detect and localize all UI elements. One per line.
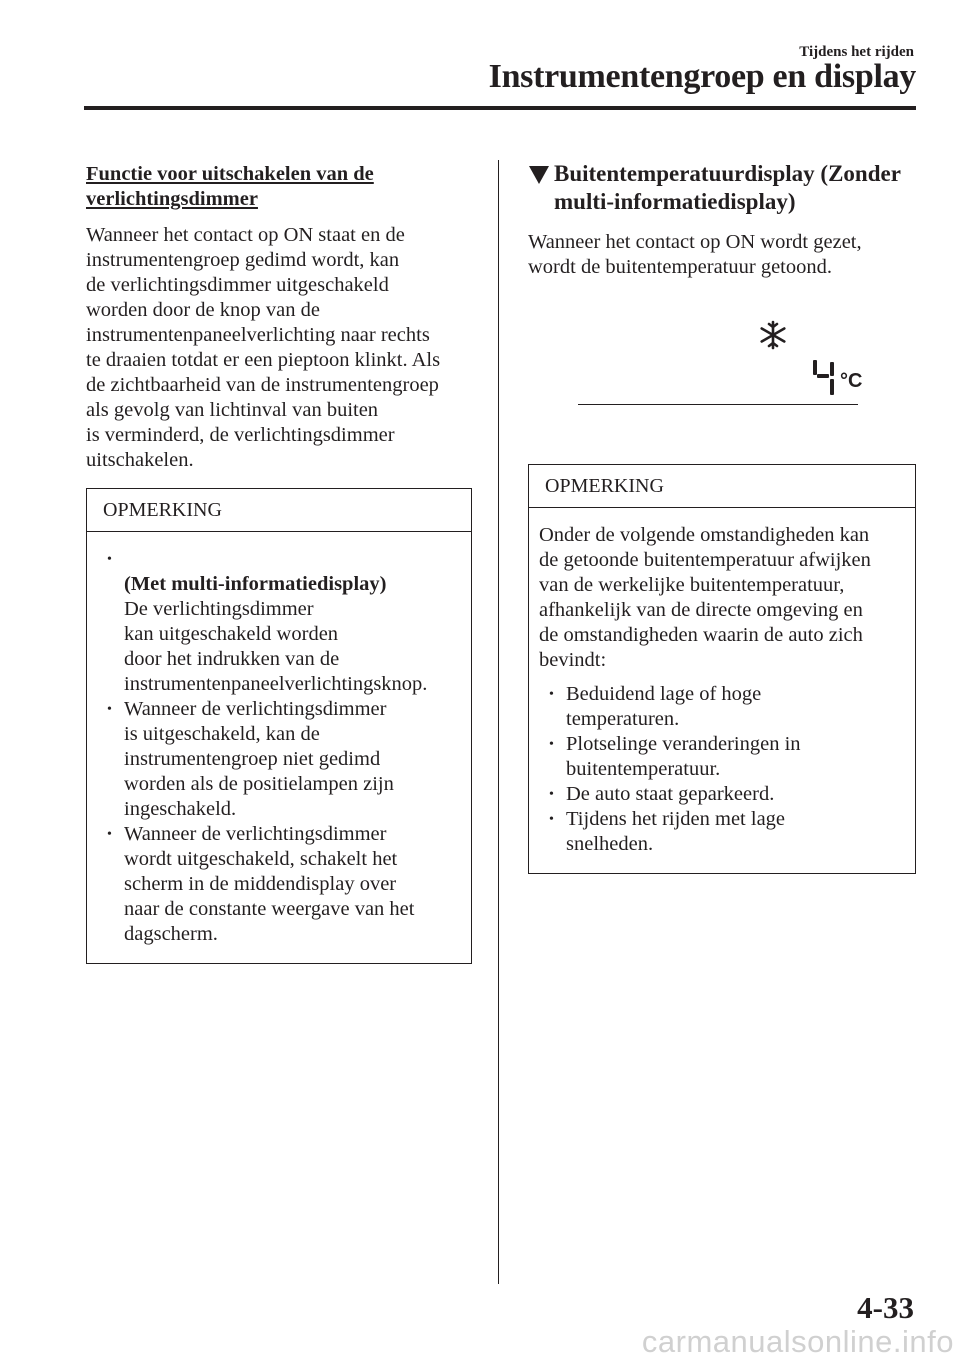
display-underline [578,404,858,405]
column-divider [498,160,499,1284]
note-bullet-list [103,547,461,947]
note-body [87,532,471,963]
note-body [529,508,915,873]
note-heading: OPMERKING [529,465,915,508]
watermark-link[interactable]: carmanualsonline.info [641,1324,954,1359]
section-heading [528,160,916,216]
triangle-marker-icon [528,165,550,185]
note-bullet-item: • Beduidend lage of hoge temperaturen. [545,682,905,732]
right-column [528,160,916,874]
note-bullet-item: • Wanneer de verlichtingsdimmer is uitgeschakeld, kan de instrumentengroep niet gedimd worden als de positielampen zijn ingeschakeld. [103,697,461,822]
note-bullet-item: • Plotselinge veranderingen in buitentemperatuur. [545,732,905,782]
note-bullet-bold-label: (Met multi-informatiedisplay) [124,573,387,595]
note-bullet-item: • Wanneer de verlichtingsdimmer wordt uitgeschakeld, schakelt het scherm in de middendisplay over naar de constante weergave van het dagscherm. [103,822,461,947]
left-column [86,162,472,964]
note-bullet-item: • De auto staat geparkeerd. [545,782,905,807]
celsius-unit-label: °C [840,370,863,392]
dimmer-cancel-subheading: Functie voor uitschakelen van de verlichtingsdimmer [86,163,374,210]
note-box-temperature [528,464,916,874]
header-rule [84,106,916,110]
note-intro-text: Onder de volgende omstandigheden kan de getoonde buitentemperatuur afwijken van de werkelijke buitentemperatuur, afhankelijk van de directe omgeving en de omstandigheden waarin de auto zich bevindt: [539,524,871,671]
outside-temp-paragraph: Wanneer het contact op ON wordt gezet, wordt de buitentemperatuur getoond. [528,231,862,278]
note-bullet-item: • Tijdens het rijden met lage snelheden. [545,807,905,857]
snowflake-icon [758,320,788,350]
temperature-display-illustration [528,294,916,454]
outside-temp-section-title: Buitentemperatuurdisplay (Zonder multi-informatiedisplay) [554,161,901,214]
running-header-section: Tijdens het rijden [799,44,914,60]
running-header-title: Instrumentengroep en display [488,58,916,95]
dimmer-cancel-paragraph: Wanneer het contact op ON staat en de instrumentengroep gedimd wordt, kan de verlichtingsdimmer uitgeschakeld worden door de knop van de instrumentenpaneelverlichting naar rechts te draaien totdat er een pieptoon klinkt. Als de zichtbaarheid van de instrumentengroep als gevolg van lichtinval van buiten is verminderd, de verlichtingsdimmer uitschakelen. [86,224,441,471]
segment-digit-4-icon [812,358,838,398]
note-bullet-text: De verlichtingsdimmer kan uitgeschakeld worden door het indrukken van de instrumentenpaneelverlichtingsknop. [124,598,428,695]
note-heading: OPMERKING [87,489,471,532]
page-number: 4-33 [857,1290,914,1325]
note-bullet-list [545,682,905,857]
note-bullet-item [103,547,461,697]
note-box-dimmer [86,488,472,964]
